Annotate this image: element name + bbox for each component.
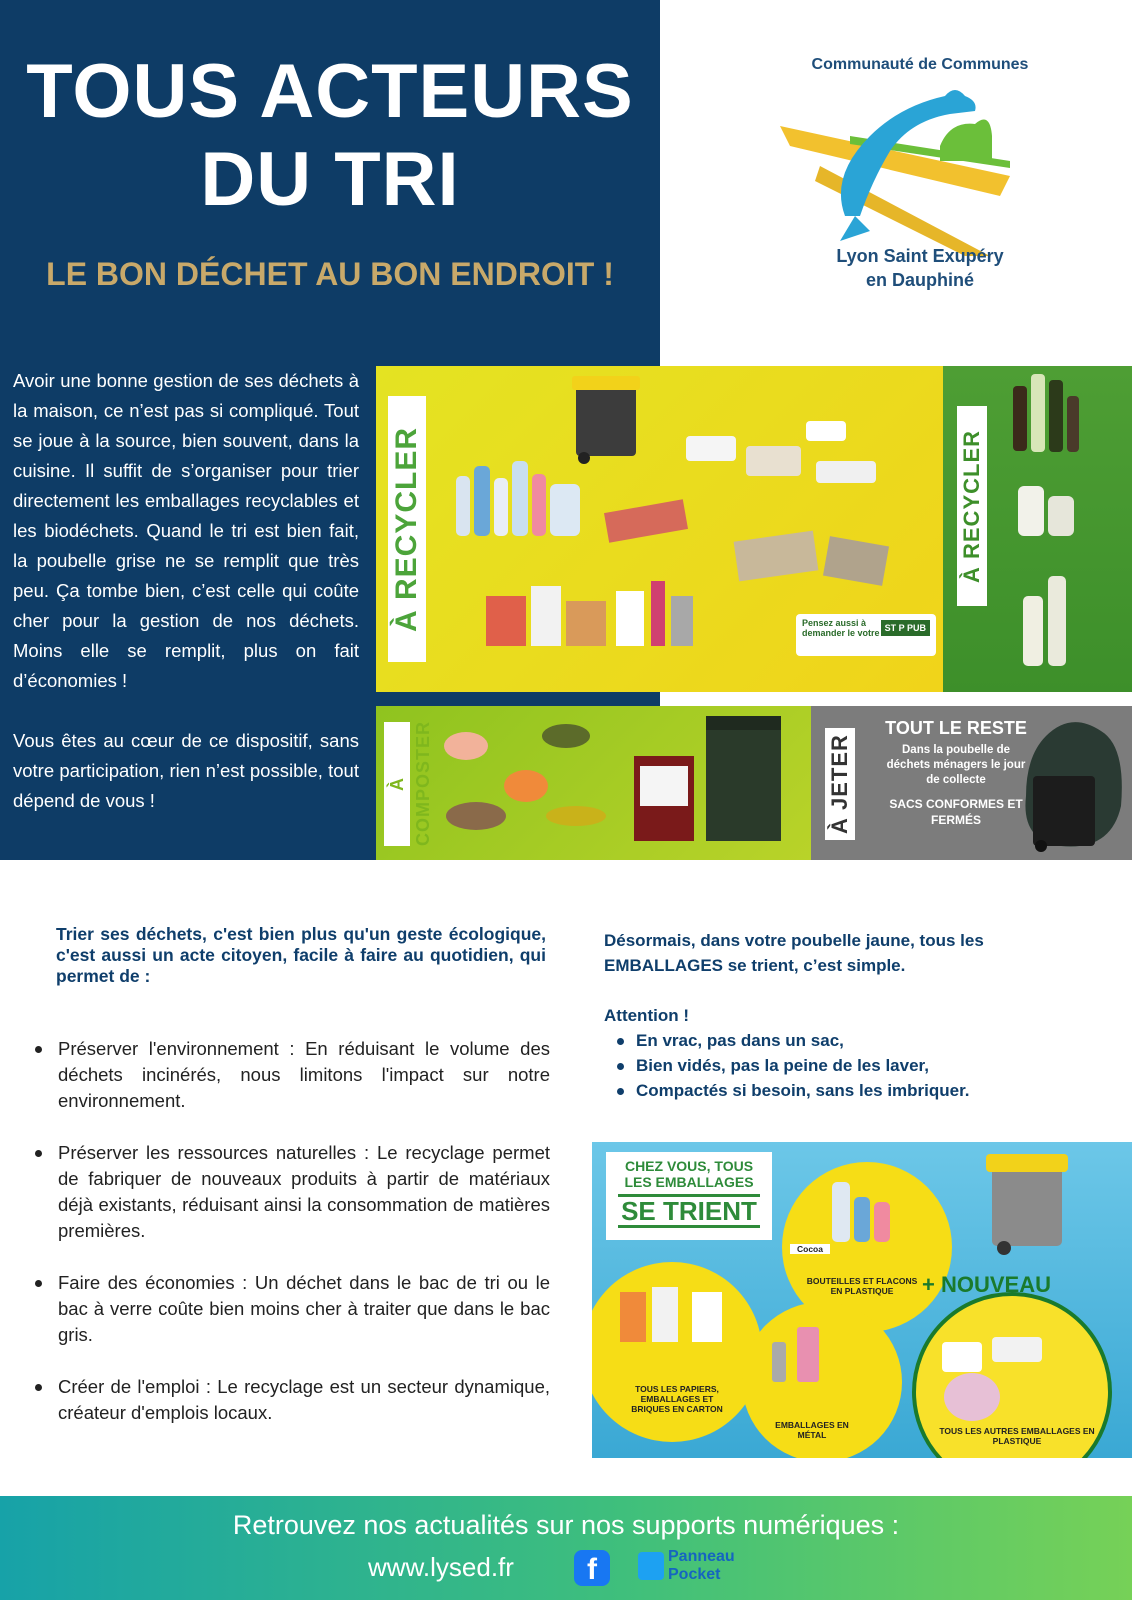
community-logo — [760, 52, 1080, 302]
panneau-text: Panneau — [668, 1548, 735, 1565]
footer-tagline: Retrouvez nos actualités sur nos supports numériques : — [232, 1510, 900, 1540]
glass-bottles-illustration — [943, 366, 1132, 692]
yellow-bin-info — [604, 928, 1074, 1103]
caption-cocoa: Cocoa — [790, 1244, 830, 1254]
logo-bottom-line-1: Lyon Saint Exupéry — [836, 246, 1004, 266]
trash-description: Dans la poubelle de déchets ménagers le jour de collecte — [886, 744, 1026, 786]
list-item: Préserver les ressources naturelles : Le recyclage permet de fabriquer de nouveaux produits à partir de matériaux déjà existants, réduisant ainsi la consommation de matières premières. — [30, 1140, 550, 1244]
logo-bottom-line-2: en Dauphiné — [865, 270, 974, 290]
trash-label: À JETER — [825, 728, 855, 840]
sorting-illustration — [592, 1142, 1132, 1458]
list-item: Préserver l'environnement : En réduisant le volume des déchets incinérés, nous limitons l'impact sur notre environnement. — [30, 1036, 550, 1114]
benefits-lead: Trier ses déchets, c'est bien plus qu'un geste écologique, c'est aussi un acte citoyen, facile à faire au quotidien, qui permet de : — [56, 924, 546, 986]
list-item: En vrac, pas dans un sac, — [604, 1028, 1074, 1053]
pocket-text: Pocket — [668, 1566, 721, 1583]
glass-label: À RECYCLER — [957, 406, 987, 606]
yellow-bin-intro: Désormais, dans votre poubelle jaune, tous les EMBALLAGES se trient, c’est simple. — [604, 931, 984, 975]
caption-metal: EMBALLAGES EN MÉTAL — [775, 1420, 849, 1440]
panneau-pocket-label[interactable] — [668, 1548, 735, 1584]
list-item: Compactés si besoin, sans les imbriquer. — [604, 1078, 1074, 1103]
attention-heading: Attention ! — [604, 1006, 689, 1025]
caption-bottles: BOUTEILLES ET FLACONS EN PLASTIQUE — [806, 1276, 918, 1296]
compost-label: À COMPOSTER — [384, 722, 410, 846]
banner-line-3: SE TRIENT — [618, 1194, 760, 1228]
stop-pub-sticker: ST P PUB — [881, 620, 930, 636]
panel-trash — [811, 706, 1132, 860]
trash-note: SACS CONFORMES ET FERMÉS — [889, 797, 1023, 827]
title-line-1: TOUS ACTEURS — [26, 49, 634, 134]
logo-bottom-text — [760, 244, 1080, 292]
banner-line-1: CHEZ VOUS, TOUS — [624, 1158, 754, 1174]
rules-list — [604, 1028, 1074, 1103]
trash-title: TOUT LE RESTE — [885, 718, 1027, 738]
compost-illustration — [376, 706, 811, 860]
panel-recycle — [376, 366, 943, 692]
page-title — [0, 48, 660, 224]
title-line-2: DU TRI — [200, 137, 460, 222]
stop-pub-line-2: demander le votre — [802, 628, 880, 638]
facebook-icon[interactable]: f — [574, 1550, 610, 1586]
slogan: LE BON DÉCHET AU BON ENDROIT ! — [46, 256, 614, 292]
intro-paragraph-2: Vous êtes au cœur de ce dispositif, sans votre participation, rien n’est possible, tout dépend de vous ! — [13, 730, 359, 811]
caption-plastic: TOUS LES AUTRES EMBALLAGES EN PLASTIQUE — [939, 1426, 1095, 1446]
panel-compost — [376, 706, 811, 860]
list-item: Créer de l'emploi : Le recyclage est un secteur dynamique, créateur d'emplois locaux. — [30, 1374, 550, 1426]
intro-paragraph-1: Avoir une bonne gestion de ses déchets à la maison, ce n’est pas si compliqué. Tout se joue à la source, bien souvent, dans la cuisine. Il suffit de s’organiser pour trier directement les emballages recyclables et les biodéchets. Quand le tri est bien fait, la poubelle grise ne se remplit que très peu. Ça tombe bien, c’est celle qui coûte cher pour la gestion de nos déchets. Moins elle se remplit, plus on fait d’économies ! — [13, 370, 359, 691]
stop-pub-line-1: Pensez aussi à — [802, 618, 867, 628]
stop-pub-reminder — [796, 614, 936, 656]
benefits-list — [30, 1036, 550, 1452]
caption-papers: TOUS LES PAPIERS, EMBALLAGES ET BRIQUES EN CARTON — [631, 1384, 723, 1414]
footer — [0, 1496, 1132, 1600]
panel-glass — [943, 366, 1132, 692]
nouveau-badge: + NOUVEAU — [922, 1272, 1051, 1297]
intro-text — [13, 366, 359, 846]
dolphin-logo-icon — [760, 66, 1080, 256]
banner-line-2: LES EMBALLAGES — [624, 1174, 754, 1190]
website-link[interactable]: www.lysed.fr — [368, 1552, 514, 1582]
list-item: Bien vidés, pas la peine de les laver, — [604, 1053, 1074, 1078]
panneau-pocket-icon[interactable] — [638, 1552, 664, 1580]
list-item: Faire des économies : Un déchet dans le bac de tri ou le bac à verre coûte bien moins cher à traiter que dans le bac gris. — [30, 1270, 550, 1348]
recycle-label: À RECYCLER — [388, 396, 426, 662]
logo-top-text: Communauté de Communes — [811, 56, 1029, 73]
trash-bag-illustration — [811, 706, 1132, 860]
